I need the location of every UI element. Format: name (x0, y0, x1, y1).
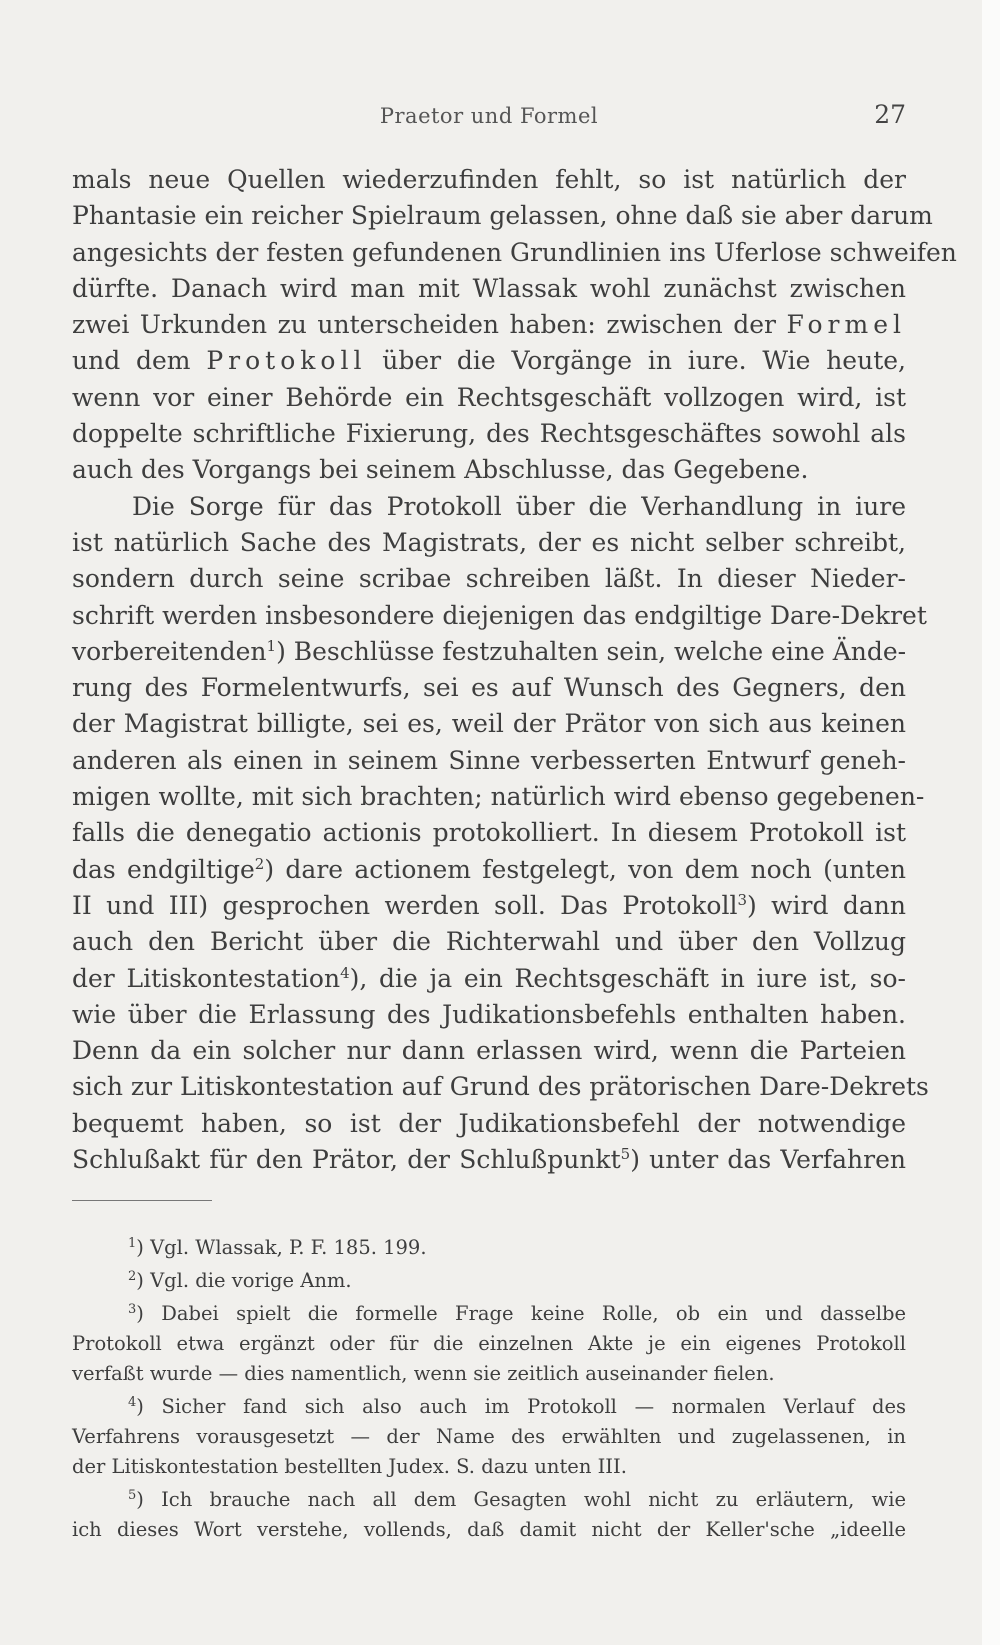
footnote-line: Verfahrens vorausgesetzt — der Name des erwählten und zugelassenen, in (72, 1425, 906, 1448)
text-segment: zwei Urkunden zu unterscheiden haben: zwischen der (72, 310, 777, 340)
text-segment: der Litiskontestation (72, 963, 341, 993)
page-header (72, 100, 906, 140)
footnote-line: Protokoll etwa ergänzt oder für die einzelnen Akte je ein eigenes Protokoll (72, 1332, 906, 1355)
footnote-2 (72, 1266, 906, 1296)
footnote-4 (72, 1392, 906, 1422)
text-line (72, 852, 906, 888)
text-line: sich zur Litiskontestation auf Grund des prätorischen Dare-Dekrets (72, 1072, 929, 1102)
footnote-mark: 4 (128, 1395, 137, 1410)
text-line: doppelte schriftliche Fixierung, des Rechtsgeschäftes sowohl als (72, 419, 906, 449)
text-segment: ) unter das Verfahren (630, 1145, 907, 1175)
footnote-text: ) Ich brauche nach all dem Gesagten wohl nicht zu erläutern, wie (136, 1488, 906, 1511)
text-line (72, 307, 906, 343)
text-segment: II und III) gesprochen werden soll. Das Protokoll (72, 890, 738, 920)
footnote-mark: 2 (128, 1269, 137, 1284)
footnote-mark: 3 (128, 1302, 137, 1317)
text-line (72, 634, 906, 670)
text-line: anderen als einen in seinem Sinne verbesserten Entwurf geneh- (72, 745, 906, 775)
footnotes (72, 1233, 906, 1545)
text-line: Phantasie ein reicher Spielraum gelassen, ohne daß sie aber darum (72, 201, 933, 231)
text-line: schrift werden insbesondere diejenigen das endgiltige Dare-Dekret (72, 600, 927, 630)
footnote-mark: 1 (128, 1236, 137, 1251)
text-line: auch den Bericht über die Richterwahl und über den Vollzug (72, 927, 906, 957)
footnote-text: ) Vgl. Wlassak, P. F. 185. 199. (136, 1236, 427, 1259)
text-line: der Magistrat billigte, sei es, weil der Prätor von sich aus keinen (72, 709, 906, 739)
footnote-ref: 5 (620, 1145, 631, 1164)
text-line: wie über die Erlassung des Judikationsbefehls enthalten haben. (72, 999, 906, 1029)
text-line: falls die denegatio actionis protokolliert. In diesem Protokoll ist (72, 818, 906, 848)
text-line: Denn da ein solcher nur dann erlassen wird, wenn die Parteien (72, 1036, 906, 1066)
footnote-text: ) Vgl. die vorige Anm. (136, 1269, 352, 1292)
footnote-text: ) Sicher fand sich also auch im Protokoll — normalen Verlauf des (136, 1395, 906, 1418)
text-segment: das endgiltige (72, 854, 255, 884)
footnote-ref: 2 (254, 854, 265, 873)
text-line: mals neue Quellen wiederzufinden fehlt, so ist natürlich der (72, 165, 906, 194)
page-edge (982, 0, 1000, 1645)
footnote-line: der Litiskontestation bestellten Judex. S. dazu unten III. (72, 1455, 627, 1478)
emphasized-term-formel: Formel (786, 310, 907, 340)
text-line: ist natürlich Sache des Magistrats, der es nicht selber schreibt, (72, 527, 906, 557)
text-line: wenn vor einer Behörde ein Rechtsgeschäft vollzogen wird, ist (72, 382, 906, 412)
text-line (72, 1142, 906, 1178)
page-number: 27 (874, 100, 906, 129)
text-line: migen wollte, mit sich brachten; natürlich wird ebenso gegebenen- (72, 782, 925, 812)
footnote-ref: 4 (340, 963, 350, 982)
text-segment: ), die ja ein Rechtsgeschäft in iure ist, so- (349, 963, 906, 993)
text-segment: ) wird dann (747, 890, 906, 920)
text-line: angesichts der festen gefundenen Grundlinien ins Uferlose schweifen (72, 237, 957, 267)
footnote-ref: 3 (737, 890, 747, 909)
text-segment: Schlußakt für den Prätor, der Schlußpunkt (72, 1145, 621, 1175)
text-line (72, 961, 906, 997)
text-line: Die Sorge für das Protokoll über die Verhandlung in iure (132, 491, 906, 521)
text-line: sondern durch seine scribae schreiben läßt. In dieser Nieder- (72, 564, 906, 594)
text-line: dürfte. Danach wird man mit Wlassak wohl zunächst zwischen (72, 273, 906, 303)
footnote-line: ich dieses Wort verstehe, vollends, daß damit nicht der Keller'sche „ideelle (72, 1518, 906, 1541)
footnote-5 (72, 1485, 906, 1515)
text-segment: über die Vorgänge in iure. Wie heute, (382, 346, 906, 376)
text-segment: und dem (72, 346, 191, 376)
text-segment: vorbereitenden (72, 636, 267, 666)
text-line: auch des Vorgangs bei seinem Abschlusse, das Gegebene. (72, 455, 809, 485)
footnote-text: ) Dabei spielt die formelle Frage keine Rolle, ob ein und dasselbe (136, 1302, 906, 1325)
footnote-ref: 1 (266, 636, 277, 655)
main-text (72, 162, 957, 1178)
text-segment: ) dare actionem festgelegt, von dem noch (unten (264, 854, 906, 884)
footnote-line: verfaßt wurde — dies namentlich, wenn sie zeitlich auseinander fielen. (72, 1362, 775, 1385)
text-line (72, 888, 906, 924)
text-line (72, 343, 906, 379)
footnote-3 (72, 1299, 906, 1329)
footnote-separator (72, 1200, 212, 1201)
text-line: bequemt haben, so ist der Judikationsbefehl der notwendige (72, 1108, 906, 1138)
footnote-1 (72, 1233, 906, 1263)
footnote-mark: 5 (128, 1488, 137, 1503)
emphasized-term-protokoll: Protokoll (206, 346, 367, 376)
text-segment: ) Beschlüsse festzuhalten sein, welche eine Ände- (276, 636, 907, 666)
running-title: Praetor und Formel (379, 104, 599, 128)
text-line: rung des Formelentwurfs, sei es auf Wunsch des Gegners, den (72, 673, 906, 703)
